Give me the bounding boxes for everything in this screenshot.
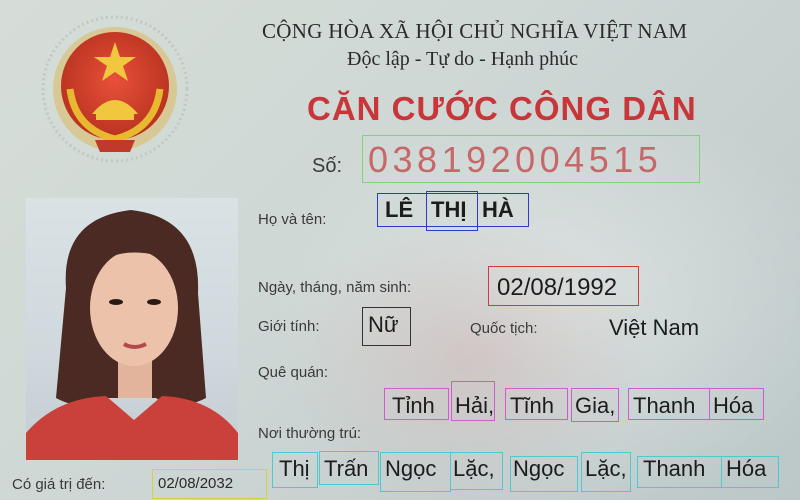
residence-word-box [450, 452, 503, 490]
name-word-box [426, 191, 478, 231]
origin-label: Quê quán: [258, 364, 329, 381]
origin-word: Hải, [455, 393, 495, 418]
residence-word: Thanh [643, 456, 706, 481]
origin-word: Hóa [713, 393, 754, 418]
name-word: LÊ [385, 197, 414, 222]
full-name-label: Họ và tên: [258, 211, 327, 228]
expiry-value: 02/08/2032 [158, 475, 234, 492]
residence-word: Lặc, [585, 456, 627, 481]
residence-word: Hóa [726, 456, 767, 481]
residence-word: Thị [279, 456, 310, 481]
national-emblem-icon [40, 14, 190, 164]
origin-word: Gia, [575, 393, 616, 418]
sex-value: Nữ [368, 312, 399, 337]
dob-box [488, 266, 639, 306]
card-title: CĂN CƯỚC CÔNG DÂN [307, 90, 697, 127]
country-name: CỘNG HÒA XÃ HỘI CHỦ NGHĨA VIỆT NAM [262, 19, 688, 43]
nationality-value: Việt Nam [609, 315, 700, 340]
origin-word-box [571, 388, 619, 422]
portrait-photo [26, 198, 238, 460]
residence-word-box [272, 452, 318, 488]
residence-label: Nơi thường trú: [258, 425, 362, 442]
origin-word: Tỉnh [392, 393, 435, 418]
id-number-box [362, 135, 700, 183]
origin-word-box [384, 388, 449, 420]
dob-value: 02/08/1992 [497, 274, 618, 301]
residence-word: Trấn [324, 456, 369, 481]
origin-word-box [451, 381, 495, 421]
residence-word-box [581, 452, 631, 492]
residence-word-box [510, 456, 578, 492]
nationality-label: Quốc tịch: [470, 320, 538, 337]
dob-label: Ngày, tháng, năm sinh: [258, 279, 412, 296]
name-word: HÀ [482, 197, 514, 222]
residence-word-box [721, 456, 779, 488]
sex-label: Giới tính: [258, 318, 320, 335]
national-motto: Độc lập - Tự do - Hạnh phúc [347, 48, 578, 70]
residence-word-box [319, 451, 379, 485]
origin-word-box [709, 388, 764, 420]
residence-word: Lặc, [453, 456, 495, 481]
expiry-box [152, 469, 267, 499]
residence-word: Ngọc [385, 456, 437, 481]
residence-word-box [637, 456, 722, 488]
id-number-label: Số: [312, 155, 343, 177]
sex-box [362, 307, 411, 346]
origin-word-box [628, 388, 710, 420]
name-word: THỊ [431, 197, 467, 222]
residence-word-box [380, 452, 451, 492]
expiry-label: Có giá trị đến: [12, 476, 106, 493]
residence-word: Ngọc [513, 456, 565, 481]
origin-word: Tĩnh [510, 393, 555, 418]
origin-word-box [505, 388, 568, 420]
origin-word: Thanh [633, 393, 696, 418]
id-number-value: 038192004515 [368, 139, 663, 180]
